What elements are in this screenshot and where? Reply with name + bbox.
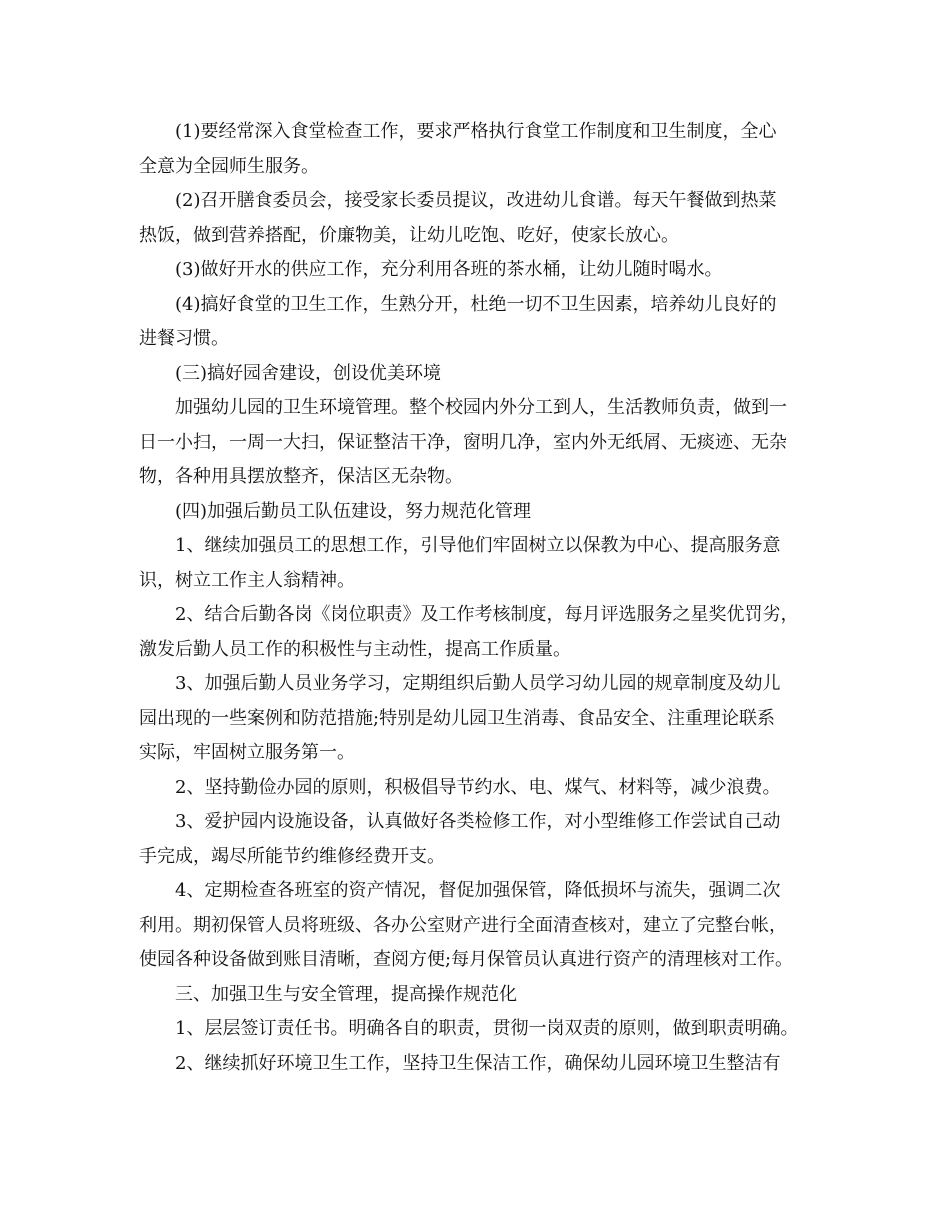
text-line: 2、坚持勤俭办园的原则，积极倡导节约水、电、煤气、材料等，减少浪费。 <box>175 776 781 798</box>
text-line: 2、继续抓好环境卫生工作，坚持卫生保洁工作，确保幼儿园环境卫生整洁有 <box>175 1052 781 1074</box>
text-line: 4、定期检查各班室的资产情况，督促加强保管，降低损坏与流失，强调二次 <box>175 880 781 901</box>
text-line: 1、层层签订责任书。明确各自的职责，贯彻一岗双责的原则，做到职责明确。 <box>175 1018 799 1039</box>
text-line: 日一小扫，一周一大扫，保证整洁干净，窗明几净，室内外无纸屑、无痰迹、无杂 <box>139 431 787 453</box>
text-line: 园出现的一些案例和防范措施;特别是幼儿园卫生消毒、食品安全、注重理论联系 <box>139 707 776 729</box>
text-line: 物，各种用具摆放整齐，保洁区无杂物。 <box>139 466 463 487</box>
text-line: 全意为全园师生服务。 <box>139 155 319 177</box>
text-line: 识，树立工作主人翁精神。 <box>139 569 355 591</box>
text-line: 进餐习惯。 <box>139 328 229 349</box>
text-line: (4)搞好食堂的卫生工作，生熟分开，杜绝一切不卫生因素，培养幼儿良好的 <box>175 293 777 315</box>
text-line: 加强幼儿园的卫生环境管理。整个校园内外分工到人，生活教师负责，做到一 <box>175 397 787 418</box>
text-line: (2)召开膳食委员会，接受家长委员提议，改进幼儿食谱。每天午餐做到热菜 <box>175 190 777 211</box>
text-line: (1)要经常深入食堂检查工作，要求严格执行食堂工作制度和卫生制度，全心 <box>175 121 777 142</box>
text-line: 热饭，做到营养搭配，价廉物美，让幼儿吃饱、吃好，使家长放心。 <box>139 224 679 246</box>
text-line: 实际，牢固树立服务第一。 <box>139 742 355 763</box>
section-heading: (三)搞好园舍建设，创设优美环境 <box>175 362 442 384</box>
section-heading: (四)加强后勤员工队伍建设，努力规范化管理 <box>175 500 532 522</box>
text-line: 利用。期初保管人员将班级、各办公室财产进行全面清查核对，建立了完整台帐， <box>139 914 787 936</box>
text-line: 3、爱护园内设施设备，认真做好各类检修工作，对小型维修工作尝试自己动 <box>175 811 781 832</box>
text-line: (3)做好开水的供应工作，充分利用各班的茶水桶，让幼儿随时喝水。 <box>175 259 723 280</box>
text-line: 使园各种设备做到账目清晰，查阅方便;每月保管员认真进行资产的清理核对工作。 <box>139 949 794 970</box>
text-line: 1、继续加强员工的思想工作，引导他们牢固树立以保教为中心、提高服务意 <box>175 535 781 556</box>
text-line: 手完成，竭尽所能节约维修经费开支。 <box>139 845 445 867</box>
document-body <box>139 115 824 1081</box>
text-line: 激发后勤人员工作的积极性与主动性，提高工作质量。 <box>139 638 571 660</box>
text-line: 3、加强后勤人员业务学习，定期组织后勤人员学习幼儿园的规章制度及幼儿 <box>175 673 781 694</box>
text-line: 2、结合后勤各岗《岗位职责》及工作考核制度，每月评选服务之星奖优罚劣， <box>175 604 799 625</box>
section-heading: 三、加强卫生与安全管理，提高操作规范化 <box>175 983 517 1005</box>
